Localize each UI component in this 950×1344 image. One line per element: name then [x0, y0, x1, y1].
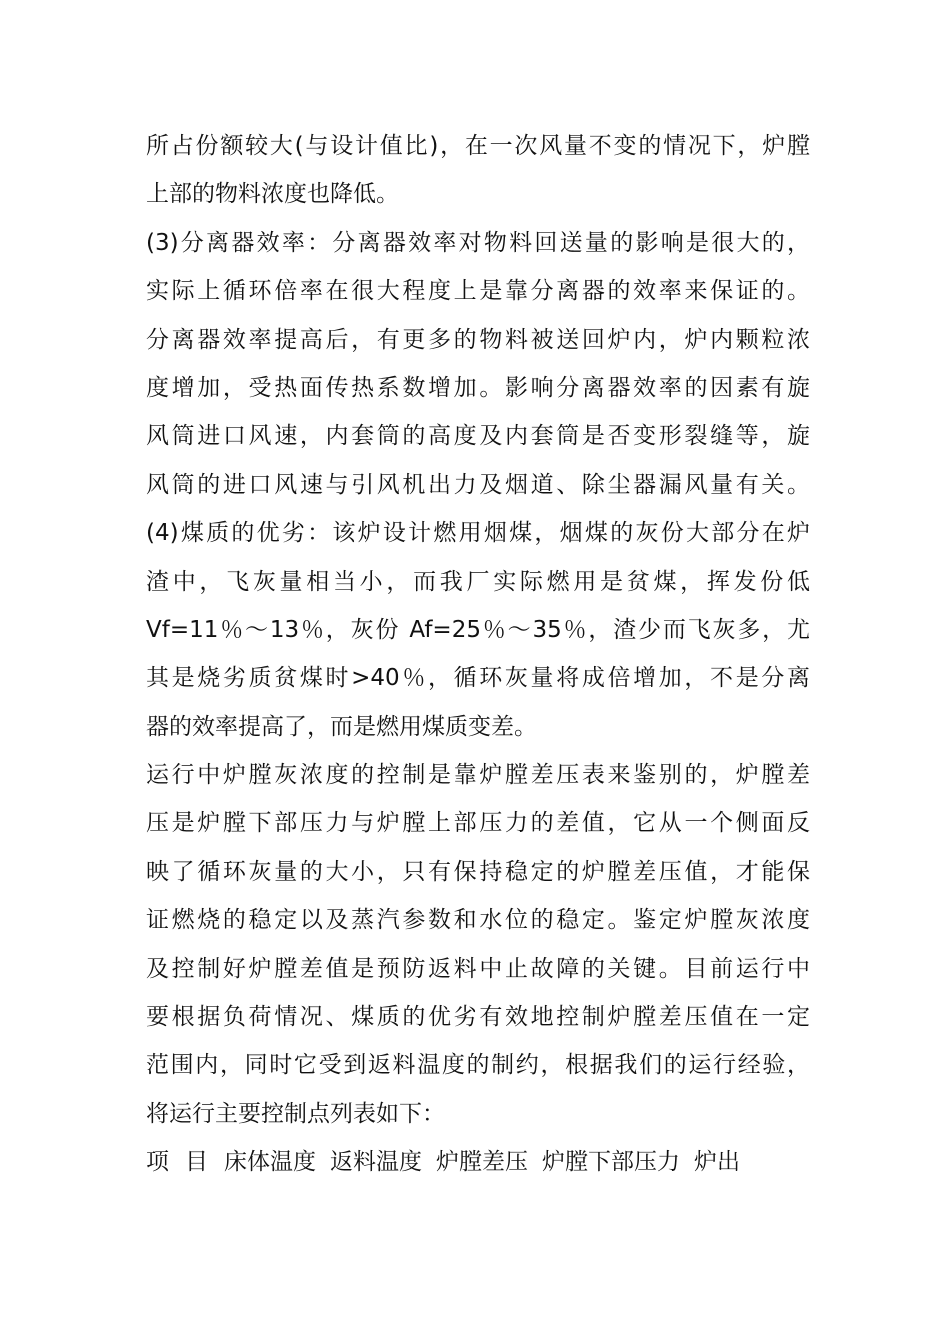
text-line: 压是炉膛下部压力与炉膛上部压力的差值，它从一个侧面反 [146, 810, 810, 837]
text-line: 渣中，飞灰量相当小，而我厂实际燃用是贫煤，挥发份低 [146, 568, 810, 595]
text-line: 证燃烧的稳定以及蒸汽参数和水位的稳定。鉴定炉膛灰浓度 [146, 907, 810, 934]
text-line: 范围内，同时它受到返料温度的制约，根据我们的运行经验， [146, 1052, 810, 1079]
text-line: Vf=11％～13％，灰份 Af=25％～35％，渣少而飞灰多，尤 [146, 616, 810, 643]
table-header-row [146, 1138, 810, 1186]
text-line: 将运行主要控制点列表如下： [146, 1100, 445, 1127]
table-header-cell: 项目 [146, 1149, 224, 1176]
text-line: 度增加，受热面传热系数增加。影响分离器效率的因素有旋 [146, 374, 810, 401]
table-header-cell: 床体温度 [224, 1149, 316, 1176]
text-line: 风筒的进口风速与引风机出力及烟道、除尘器漏风量有关。 [146, 471, 810, 498]
text-line: 上部的物料浓度也降低。 [146, 181, 399, 208]
document-page [146, 122, 810, 1187]
text-line: 风筒进口风速，内套筒的高度及内套筒是否变形裂缝等，旋 [146, 423, 810, 450]
table-header-cell: 炉膛差压 [436, 1149, 528, 1176]
text-line: (3)分离器效率：分离器效率对物料回送量的影响是很大的， [146, 229, 810, 256]
text-line: 分离器效率提高后，有更多的物料被送回炉内，炉内颗粒浓 [146, 326, 810, 353]
text-line: 运行中炉膛灰浓度的控制是靠炉膛差压表来鉴别的，炉膛差 [146, 762, 810, 789]
table-header-cell: 炉出 [694, 1149, 740, 1176]
text-line: 实际上循环倍率在很大程度上是靠分离器的效率来保证的。 [146, 278, 810, 305]
text-line: 其是烧劣质贫煤时>40％，循环灰量将成倍增加，不是分离 [146, 665, 810, 692]
table-header-cell: 返料温度 [330, 1149, 422, 1176]
text-line: 及控制好炉膛差值是预防返料中止故障的关键。目前运行中 [146, 955, 810, 982]
text-line: 所占份额较大(与设计值比)，在一次风量不变的情况下，炉膛 [146, 133, 810, 159]
text-line: 器的效率提高了，而是燃用煤质变差。 [146, 713, 537, 740]
text-line: 要根据负荷情况、煤质的优劣有效地控制炉膛差压值在一定 [146, 1004, 810, 1031]
text-line: (4)煤质的优劣：该炉设计燃用烟煤，烟煤的灰份大部分在炉 [146, 520, 810, 547]
table-header-cell: 炉膛下部压力 [542, 1149, 680, 1176]
text-line: 映了循环灰量的大小，只有保持稳定的炉膛差压值，才能保 [146, 858, 810, 885]
